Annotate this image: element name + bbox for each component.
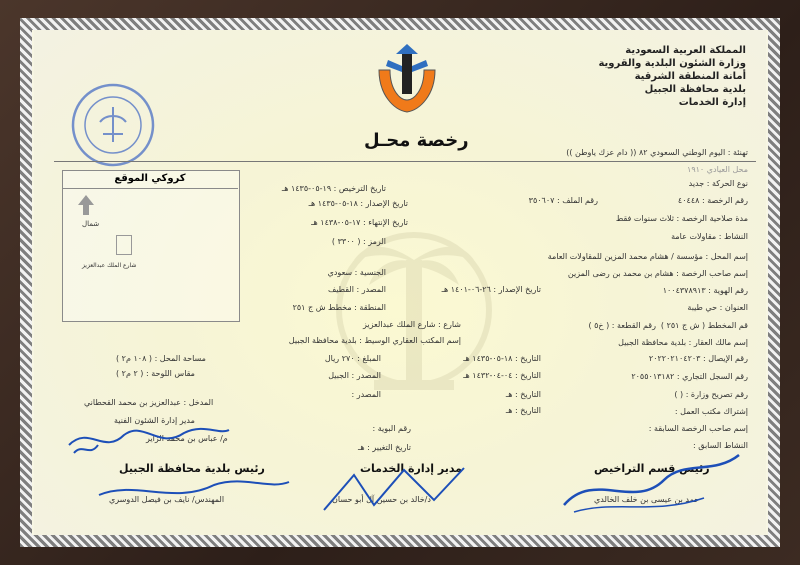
property-owner: إسم مالك العقار : بلدية محافظة الجبيل — [618, 338, 748, 347]
activity: النشاط : مقاولات عامة — [671, 232, 748, 241]
receipt-number: رقم الإيصال : ٢٠٢٢٠٢١٠٤٢٠٣ — [648, 354, 748, 363]
services-manager-name: د/خالد بن حسين آل أبو حسان — [332, 495, 431, 504]
header-line-ministry: وزارة الشئون البلدية والقروية — [598, 58, 746, 69]
tech-admin-signature-icon — [64, 415, 234, 460]
tech-admin-title: مدير إدارة الشئون الفنية — [114, 416, 195, 425]
sign-size: مقاس اللوحة : ( ٢ م٢ ) — [116, 369, 195, 378]
header-line-country: المملكة العربية السعودية — [625, 45, 746, 56]
certificate-body — [34, 30, 766, 535]
cr-source: المصدر : الجبيل — [328, 371, 381, 380]
license-validity: مدة صلاحية الرخصة : ثلاث سنوات فقط — [615, 214, 748, 223]
licensing-head-title: رئيس قسم التراخيص — [594, 462, 710, 475]
cr-number: رقم السجل التجاري : ٢٠٥٥٠١٣١٨٢ — [631, 372, 748, 381]
permit-source: المصدر : — [351, 390, 381, 399]
movement-type: نوع الحركة : جديد — [688, 179, 748, 188]
greeting-text: تهنئة : اليوم الوطني السعودي ٨٢ (( دام عزك ياوطن )) — [566, 148, 748, 157]
issue-date: تاريخ الإصدار : ١٨-٠٥-١٤٣٥ هـ — [308, 199, 408, 208]
office-number: رقم البوية : — [372, 424, 411, 433]
area: المنطقة : مخطط ش ج ٢٥١ — [292, 303, 386, 312]
license-owner-name: إسم صاحب الرخصة : هشام بن محمد بن رضى المزين — [567, 269, 748, 278]
sketch-north-label: شمال — [82, 220, 100, 228]
entry: المدخل : عبدالعزيز بن محمد القحطاني — [84, 398, 214, 407]
license-code: الرمز : ( ٣٣٠٠ ) — [331, 237, 386, 246]
amount: المبلغ : ٢٧٠ ريال — [324, 354, 381, 363]
sketch-plot — [116, 235, 132, 255]
municipality-head-name: المهندس/ نايف بن فيصل الدوسري — [109, 495, 225, 504]
licensing-head-signature-icon — [554, 450, 744, 520]
plan-number: قم المخطط ( ش ج ٢٥١ ) — [660, 321, 748, 330]
file-number: رقم الملف : ٣٥٠٦٠٧ — [528, 196, 598, 205]
labour-office: إشتراك مكتب العمل : — [674, 407, 748, 416]
license-date: تاريخ الترخيص : ١٩-٠٥-١٤٣٥ هـ — [281, 184, 386, 193]
cr-date: التاريخ : ٠٤-٠٤-١٤٣٢ هـ — [463, 371, 541, 380]
license-number: رقم الرخصة : ٤٠٤٤٨ — [677, 196, 748, 205]
expiry-date: تاريخ الإنتهاء : ١٧-٠٥-١٤٣٨ هـ — [311, 218, 408, 227]
sketch-title: كروكي الموقع — [62, 170, 238, 189]
previous-owner: إسم صاحب الرخصة السابقة : — [648, 424, 748, 433]
address: العنوان : حي طيبة — [687, 303, 748, 312]
document-title: رخصة محـل — [364, 130, 469, 151]
municipality-logo-icon — [374, 40, 440, 114]
change-date: تاريخ التغيير : هـ — [358, 443, 411, 452]
services-manager-signature-icon — [314, 460, 474, 520]
header-line-amanah: أمانة المنطقة الشرقية — [634, 71, 746, 82]
labour-date: التاريخ : هـ — [505, 406, 541, 415]
nationality: الجنسية : سعودي — [327, 268, 386, 277]
licensing-head-name: حمد بن عيسى بن خلف الخالدي — [594, 495, 700, 504]
municipality-head-title: رئيس بلدية محافظة الجبيل — [119, 462, 265, 475]
official-stamp-icon — [70, 82, 156, 168]
previous-activity: النشاط السابق : — [693, 441, 748, 450]
sketch-street-label: شارع الملك عبدالعزيز — [82, 262, 137, 269]
permit-date: التاريخ : هـ — [505, 390, 541, 399]
broker-office: إسم المكتب العقاري الوسيط : بلدية محافظة الجبيل — [288, 336, 461, 345]
shop-area: مساحة المحل : ( ١٠٨ م٢ ) — [116, 354, 206, 363]
id-issue-date: تاريخ الإصدار : ٢٦-٠٦-١٤٠١ هـ — [441, 285, 541, 294]
plot-number: رقم القطعة : ( خ٥ ) — [588, 321, 656, 330]
street: شارع : شارع الملك عبدالعزيز — [362, 320, 461, 329]
permit-number: رقم تصريح وزارة : ( ) — [674, 390, 748, 399]
header-block — [598, 44, 746, 109]
header-line-department: إدارة الخدمات — [678, 97, 746, 108]
shop-owner-name: إسم المحل : مؤسسة / هشام محمد المزين للمقاولات العامة — [547, 252, 748, 261]
municipality-head-signature-icon — [94, 470, 294, 510]
header-line-municipality: بلدية محافظة الجبيل — [644, 84, 746, 95]
receipt-date: التاريخ : ١٨-٠٥-١٤٣٥ هـ — [463, 354, 541, 363]
divider-line — [54, 161, 756, 162]
services-manager-title: مدير إدارة الخدمات — [360, 462, 462, 475]
id-source: المصدر : القطيف — [327, 285, 386, 294]
tech-admin-name: م/ عباس بن محمد الزاير — [146, 434, 228, 443]
id-number: رقم الهوية : ١٠٠٤٣٧٨٩١٣ — [662, 286, 748, 295]
shop-name: محل العيادي ١٩١٠ — [687, 165, 748, 174]
